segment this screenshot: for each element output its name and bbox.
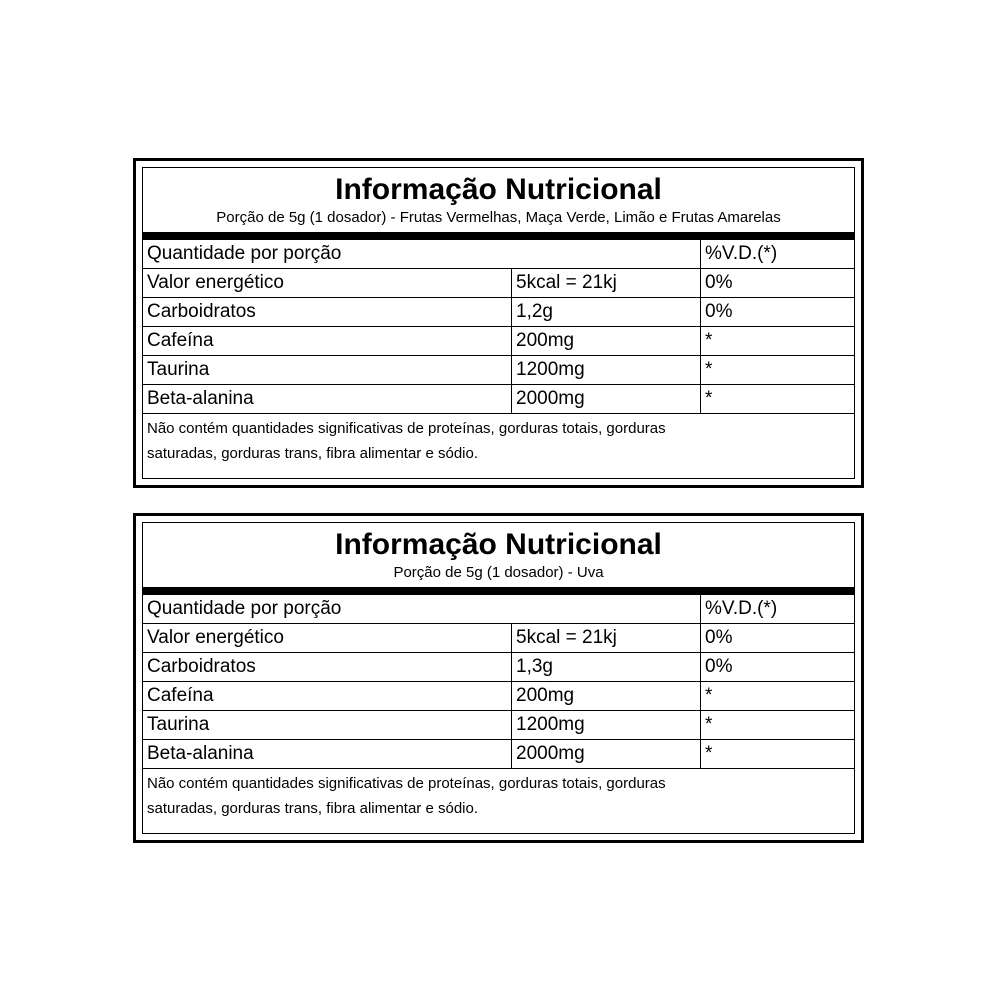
nutrient-amount: 1,3g (512, 653, 701, 682)
footnote-line-1: Não contém quantidades significativas de proteínas, gorduras totais, gorduras (147, 775, 666, 792)
nutrient-amount: 200mg (512, 682, 701, 711)
table-row (143, 298, 854, 327)
nutrient-name: Taurina (143, 711, 512, 740)
nutrient-name: Taurina (143, 356, 512, 385)
nutrient-name: Carboidratos (143, 653, 512, 682)
divider (143, 587, 854, 595)
footnote-line-2: saturadas, gorduras trans, fibra alimentar e sódio. (147, 800, 479, 817)
nutrient-name: Valor energético (143, 624, 512, 653)
nutrient-vd: 0% (701, 269, 855, 298)
nutrient-amount: 2000mg (512, 740, 701, 769)
table-row (143, 356, 854, 385)
nutrient-name: Carboidratos (143, 298, 512, 327)
panel-title: Informação Nutricional (335, 173, 662, 206)
nutrient-name: Cafeína (143, 327, 512, 356)
panel-title: Informação Nutricional (335, 528, 662, 561)
nutrient-vd: 0% (701, 624, 855, 653)
nutrient-vd: * (701, 385, 855, 414)
nutrition-table (143, 240, 854, 413)
serving-info: Porção de 5g (1 dosador) - Uva (393, 564, 604, 581)
nutrient-amount: 5kcal = 21kj (512, 624, 701, 653)
nutrition-panel-2 (133, 513, 864, 843)
nutrient-vd: 0% (701, 653, 855, 682)
table-row (143, 653, 854, 682)
table-header-row (143, 595, 854, 624)
nutrition-table (143, 595, 854, 768)
nutrient-amount: 1200mg (512, 711, 701, 740)
header-vd-label: %V.D.(*) (701, 595, 855, 624)
table-row (143, 624, 854, 653)
header-quantity-label: Quantidade por porção (147, 598, 342, 619)
nutrition-panel-1 (133, 158, 864, 488)
table-row (143, 711, 854, 740)
table-row (143, 385, 854, 414)
nutrient-amount: 5kcal = 21kj (512, 269, 701, 298)
nutrient-name: Valor energético (143, 269, 512, 298)
footnote-line-2: saturadas, gorduras trans, fibra alimentar e sódio. (147, 445, 479, 462)
nutrient-vd: * (701, 682, 855, 711)
nutrient-amount: 1200mg (512, 356, 701, 385)
nutrient-vd: 0% (701, 298, 855, 327)
nutrient-vd: * (701, 327, 855, 356)
table-row (143, 327, 854, 356)
nutrient-vd: * (701, 740, 855, 769)
divider (143, 232, 854, 240)
nutrient-amount: 1,2g (512, 298, 701, 327)
header-quantity-label: Quantidade por porção (147, 243, 342, 264)
footnote-line-1: Não contém quantidades significativas de proteínas, gorduras totais, gorduras (147, 420, 666, 437)
nutrient-vd: * (701, 356, 855, 385)
table-header-row (143, 240, 854, 269)
nutrient-name: Cafeína (143, 682, 512, 711)
table-row (143, 740, 854, 769)
table-row (143, 269, 854, 298)
footnote (143, 413, 854, 466)
nutrient-amount: 2000mg (512, 385, 701, 414)
header-vd-label: %V.D.(*) (701, 240, 855, 269)
table-row (143, 682, 854, 711)
nutrient-name: Beta-alanina (143, 740, 512, 769)
footnote (143, 768, 854, 821)
serving-info: Porção de 5g (1 dosador) - Frutas Vermelhas, Maça Verde, Limão e Frutas Amarelas (216, 209, 781, 226)
nutrient-amount: 200mg (512, 327, 701, 356)
nutrient-name: Beta-alanina (143, 385, 512, 414)
nutrient-vd: * (701, 711, 855, 740)
